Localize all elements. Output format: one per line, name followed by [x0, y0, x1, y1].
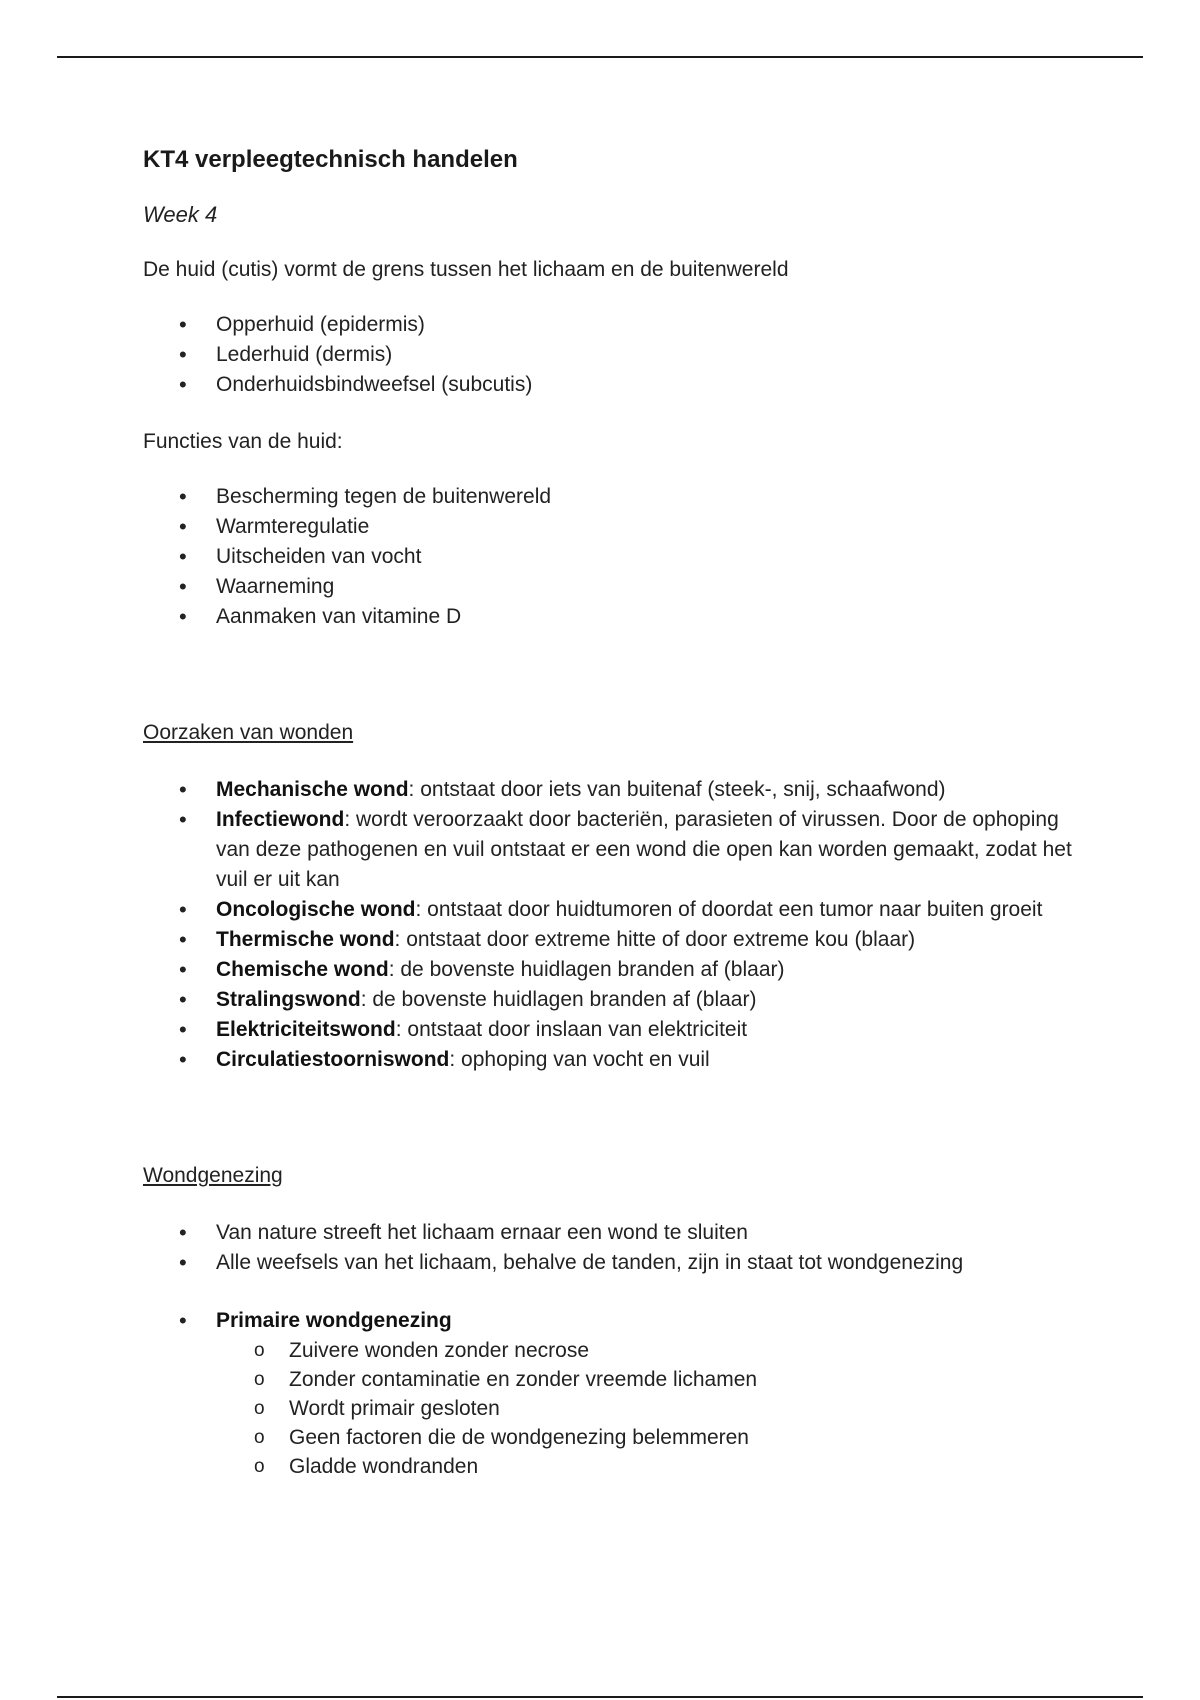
list-item — [143, 805, 1093, 895]
cause-description: : de bovenste huidlagen branden af (blaar) — [388, 958, 785, 981]
header-rule — [57, 56, 1143, 58]
list-item — [143, 925, 1093, 955]
list-item — [143, 955, 1093, 985]
causes-heading: Oorzaken van wonden — [143, 721, 354, 744]
cause-description: : ontstaat door extreme hitte of door extreme kou (blaar) — [394, 928, 916, 951]
healing-heading: Wondgenezing — [143, 1164, 283, 1187]
cause-term: Oncologische wond — [216, 898, 416, 921]
list-item — [143, 1306, 1093, 1481]
primary-healing-label: Primaire wondgenezing — [216, 1309, 452, 1332]
wound-causes-list — [143, 775, 1093, 1075]
list-item — [143, 775, 1093, 805]
functions-label: Functies van de huid: — [143, 430, 343, 453]
sub-list-item: o Gladde wondranden — [216, 1452, 1093, 1481]
cause-description: : ontstaat door iets van buitenaf (steek-, snij, schaafwond) — [408, 778, 946, 801]
cause-term: Stralingswond — [216, 988, 361, 1011]
sub-list-item: o Zonder contaminatie en zonder vreemde lichamen — [216, 1365, 1093, 1394]
list-item: • Opperhuid (epidermis) — [143, 310, 1093, 340]
sub-list-item: o Zuivere wonden zonder necrose — [216, 1336, 1093, 1365]
list-item: • Bescherming tegen de buitenwereld — [143, 482, 1093, 512]
document-body — [143, 144, 1093, 1481]
list-item: • Van nature streeft het lichaam ernaar een wond te sluiten — [143, 1218, 1093, 1248]
cause-term: Chemische wond — [216, 958, 389, 981]
cause-description: : wordt veroorzaakt door bacteriën, parasieten of virussen. Door de ophoping van deze pathogenen en vuil ontstaat er een wond die open kan worden gemaakt, zodat het vuil er uit kan — [216, 808, 1072, 891]
skin-functions-list — [143, 482, 1093, 632]
cause-term: Circulatiestoorniswond — [216, 1048, 450, 1071]
footer-rule — [57, 1696, 1143, 1698]
cause-description: : ontstaat door inslaan van elektriciteit — [395, 1018, 748, 1041]
intro-text: De huid (cutis) vormt de grens tussen het lichaam en de buitenwereld — [143, 258, 789, 281]
list-item: • Uitscheiden van vocht — [143, 542, 1093, 572]
list-item — [143, 985, 1093, 1015]
cause-term: Elektriciteitswond — [216, 1018, 396, 1041]
list-item — [143, 895, 1093, 925]
cause-term: Infectiewond — [216, 808, 345, 831]
healing-points-list — [143, 1218, 1093, 1278]
list-item: • Aanmaken van vitamine D — [143, 602, 1093, 632]
sub-list-item: o Geen factoren die de wondgenezing belemmeren — [216, 1423, 1093, 1452]
cause-description: : ontstaat door huidtumoren of doordat een tumor naar buiten groeit — [415, 898, 1043, 921]
list-item — [143, 1015, 1093, 1045]
list-item: • Waarneming — [143, 572, 1093, 602]
document-title: KT4 verpleegtechnisch handelen — [143, 146, 518, 173]
cause-term: Mechanische wond — [216, 778, 409, 801]
list-item: • Alle weefsels van het lichaam, behalve de tanden, zijn in staat tot wondgenezing — [143, 1248, 1093, 1278]
document-subtitle: Week 4 — [143, 202, 218, 227]
cause-description: : de bovenste huidlagen branden af (blaar) — [360, 988, 757, 1011]
skin-layers-list — [143, 310, 1093, 400]
cause-description: : ophoping van vocht en vuil — [449, 1048, 710, 1071]
list-item: • Warmteregulatie — [143, 512, 1093, 542]
list-item: • Onderhuidsbindweefsel (subcutis) — [143, 370, 1093, 400]
primary-healing-list — [143, 1306, 1093, 1481]
sub-list-item: o Wordt primair gesloten — [216, 1394, 1093, 1423]
list-item — [143, 1045, 1093, 1075]
list-item: • Lederhuid (dermis) — [143, 340, 1093, 370]
primary-healing-sublist — [216, 1336, 1093, 1481]
cause-term: Thermische wond — [216, 928, 395, 951]
